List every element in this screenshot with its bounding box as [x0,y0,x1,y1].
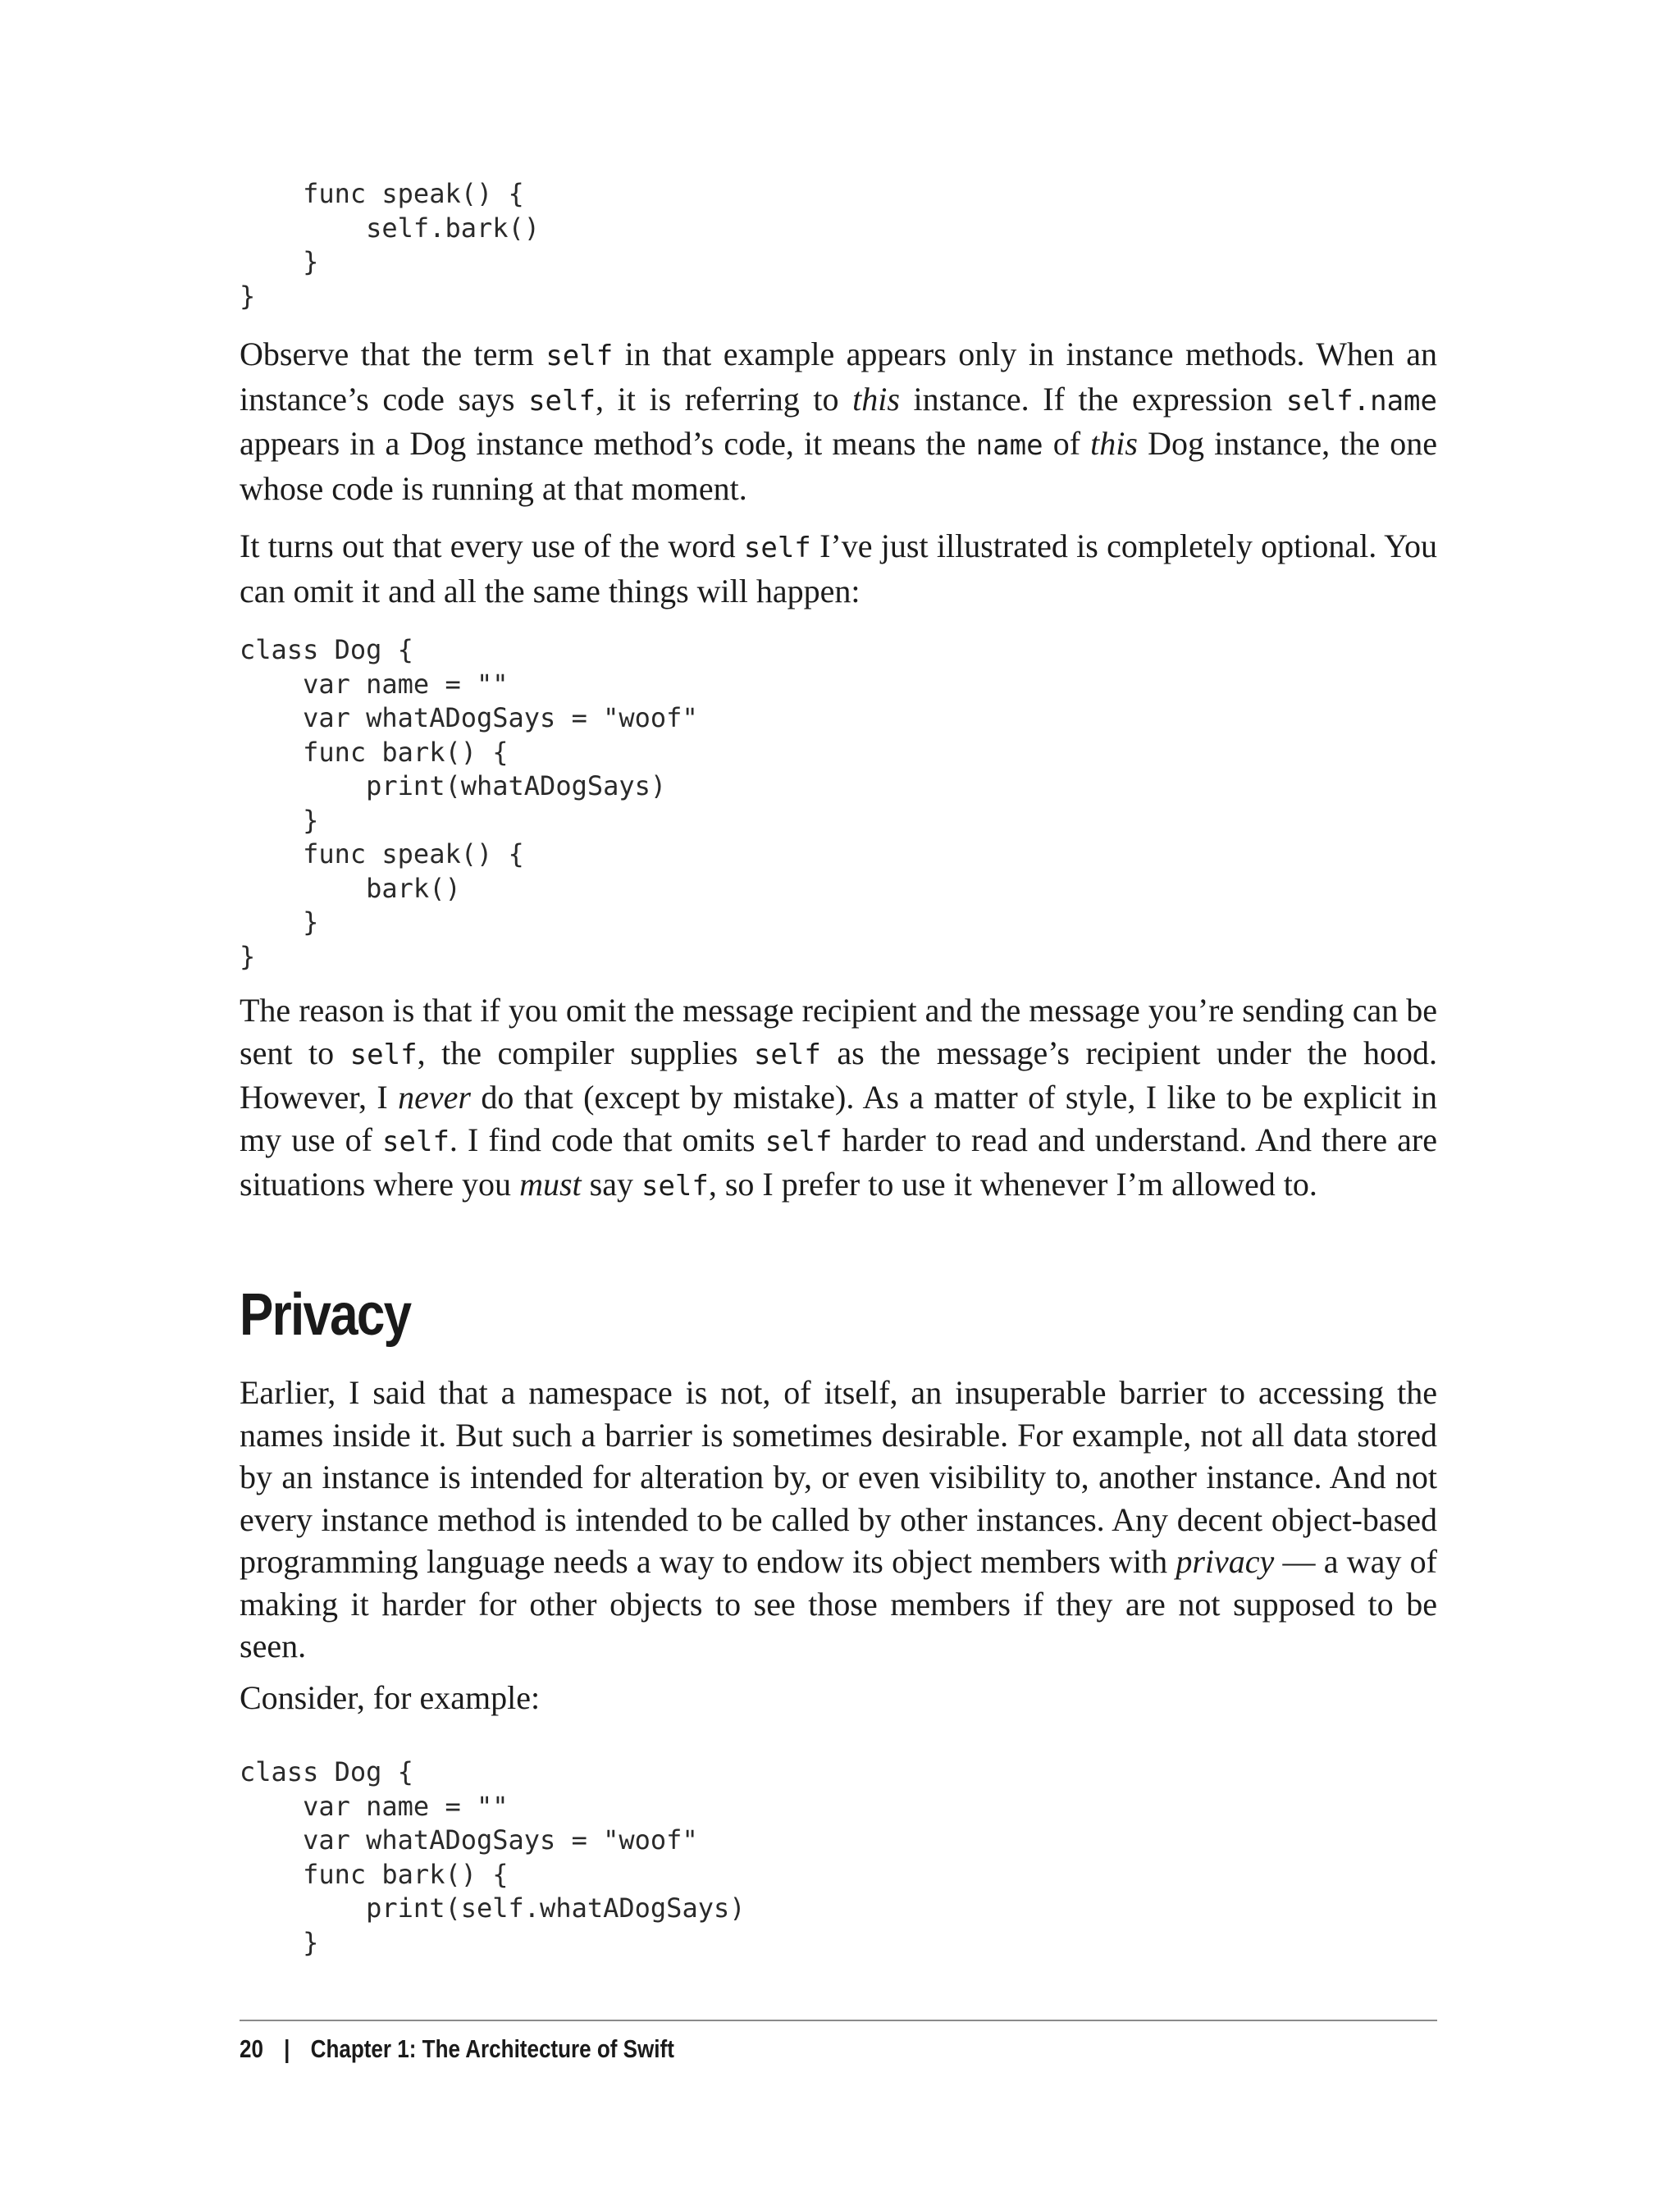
text: instance. If the expression [899,380,1286,418]
text: It turns out that every use of the word [240,527,744,564]
code-line: func bark() { [240,736,509,768]
code-line: } [240,906,319,938]
text: Earlier, I said that a namespace is not, of itself, an insuperable barrier to accessing the names inside it. But such a barrier is sometimes desirable. For example, not all data stored by an instance is intended for alteration by, or even visibility to, another instance. And not every instance method is intended to be called by other instances. Any decent object-based programming language needs a way to endow its object members with [240,1374,1437,1580]
text: Observe that the term [240,336,546,372]
chapter-title: Chapter 1: The Architecture of Swift [310,2034,674,2063]
inline-code: self [641,1170,709,1203]
code-line: func bark() { [240,1858,509,1890]
text: Dog instance, the one whose code is running at that moment. [240,425,1438,507]
footer-separator: | [284,2034,290,2063]
inline-code: self [743,532,811,564]
text: — a way of making it harder for other objects to see those members if they are not supposed to be seen. [240,1543,1438,1664]
section-heading: Privacy [240,1282,411,1348]
emphasis: must [519,1166,582,1203]
inline-code: self [528,384,596,418]
text: do that (except by mistake). As a matter of style, I like to be explicit in my use of [240,1079,1438,1158]
inline-code: self [765,1125,833,1158]
emphasis: never [398,1079,471,1116]
code-line: } [240,1926,319,1958]
code-line: self.bark() [240,212,541,244]
code-line: } [240,280,256,312]
paragraph-self-optional [240,525,1437,612]
text: appears in a Dog instance method’s code, it means the [240,425,976,462]
code-block-bottom [240,1755,746,1960]
code-line: var whatADogSays = "woof" [240,1824,698,1856]
text: of [1043,425,1091,462]
code-line: } [240,940,256,972]
code-line: bark() [240,872,461,904]
inline-code: self [382,1125,450,1158]
inline-code: self [753,1038,821,1071]
text: I’ve just illustrated is completely optional. You can omit it and all the same things will happen: [240,527,1437,609]
text: as the message’s recipient under the hood. However, I [240,1034,1437,1116]
text: The reason is that if you omit the message recipient and the message you’re sending can be sent to [240,992,1437,1071]
code-line: var name = "" [240,1790,509,1822]
text: , the compiler supplies [417,1034,754,1071]
text: . I find code that omits [449,1121,765,1158]
text: , so I prefer to use it whenever I’m allowed to. [708,1166,1317,1203]
paragraph-self-explanation [240,333,1437,509]
emphasis: privacy [1176,1543,1275,1580]
code-line: print(self.whatADogSays) [240,1892,746,1924]
code-line: var whatADogSays = "woof" [240,702,698,733]
paragraph-compiler-supplies-self [240,989,1437,1208]
inline-code: self [349,1038,418,1071]
page-footer [240,2033,674,2066]
paragraph-privacy-intro [240,1372,1437,1668]
code-line: print(whatADogSays) [240,770,667,801]
code-line: func speak() { [240,838,524,870]
text: , it is referring to [595,380,853,418]
emphasis: this [852,380,900,418]
code-line: class Dog { [240,1756,413,1787]
code-block-top [240,177,540,313]
text: say [581,1166,641,1203]
code-block-middle [240,633,698,974]
text: harder to read and understand. And there are situations where you [240,1121,1437,1203]
code-line: } [240,246,319,277]
text: in that example appears only in instance methods. When an instance’s code says [240,336,1437,418]
inline-code: self [546,340,614,372]
code-line: } [240,804,319,836]
code-line: var name = "" [240,668,509,700]
footer-divider [240,2020,1437,2021]
code-line: class Dog { [240,634,413,665]
code-line: func speak() { [240,178,524,209]
inline-code: name [975,429,1043,462]
paragraph-consider: Consider, for example: [240,1679,541,1716]
page-number: 20 [240,2034,263,2063]
emphasis: this [1090,425,1138,462]
inline-code: self.name [1285,384,1437,418]
